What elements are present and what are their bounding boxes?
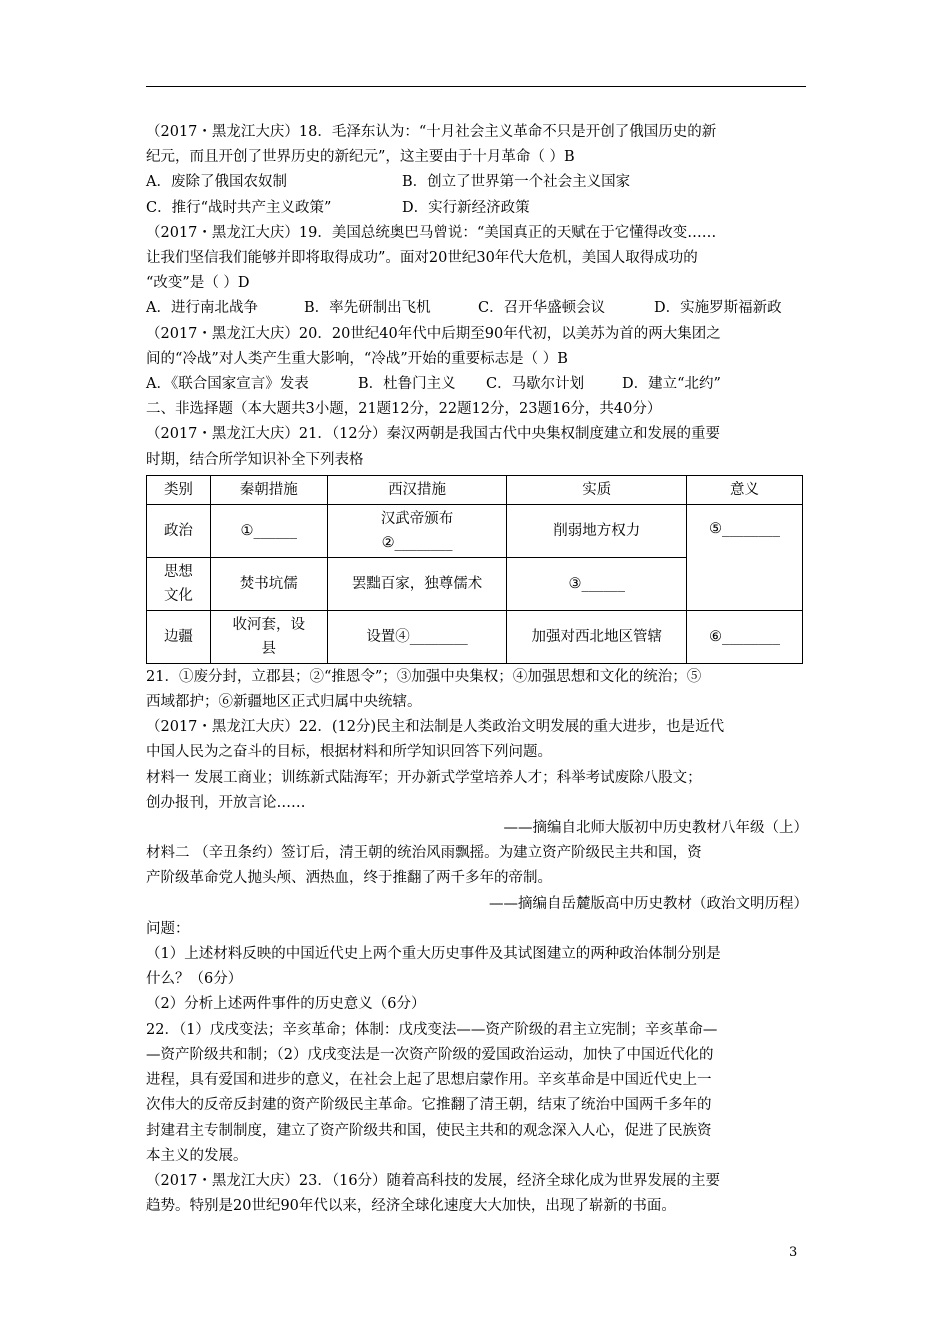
page-number: 3 bbox=[789, 1245, 798, 1260]
q19-option-c: C．召开华盛顿会议 bbox=[478, 300, 606, 317]
q18-options-cd bbox=[146, 196, 808, 221]
q18-option-d: D．实行新经济政策 bbox=[402, 199, 530, 216]
material-2-line-1: 材料二 （辛丑条约）签订后，清王朝的统治风雨飘摇。为建立资产阶级民主共和国，资 bbox=[146, 845, 702, 862]
cell-essence: ③______ bbox=[507, 557, 687, 610]
sub-question-1-line-2: 什么？（6分） bbox=[146, 971, 243, 988]
q22-answer-line-5: 封建君主专制制度，建立了资产阶级共和国，使民主共和的观念深入人心，促进了民族资 bbox=[146, 1122, 712, 1139]
q18-option-c: C．推行“战时共产主义政策” bbox=[146, 199, 332, 216]
table-row bbox=[147, 504, 803, 557]
section-heading: 二、非选择题（本大题共3小题，21题12分，22题12分，23题16分，共40分） bbox=[146, 401, 662, 418]
cell-category: 边疆 bbox=[147, 610, 211, 663]
question-23 bbox=[146, 1169, 808, 1219]
q22-line-1: （2017・黑龙江大庆）22．(12分)民主和法制是人类政治文明发展的重大进步，也是近代 bbox=[146, 719, 725, 736]
material-1-source: ——摘编自北师大版初中历史教材八年级（上） bbox=[503, 820, 808, 837]
q20-option-b: B．杜鲁门主义 bbox=[358, 376, 456, 393]
header-significance: 意义 bbox=[687, 475, 803, 504]
cell-category-line-1: 思想 bbox=[163, 563, 193, 580]
cell-qin-line-1: 收河套，设 bbox=[232, 616, 306, 633]
question-label: 问题： bbox=[146, 920, 190, 937]
cell-han-line-1: 汉武帝颁布 bbox=[380, 510, 454, 527]
q22-answer-line-4: 次伟大的反帝反封建的资产阶级民主革命。它推翻了清王朝，结束了统治中国两千多年的 bbox=[146, 1097, 712, 1114]
sub-question-2: （2）分析上述两件事件的历史意义（6分） bbox=[146, 996, 426, 1013]
question-18 bbox=[146, 120, 808, 221]
q23-line-1: （2017・黑龙江大庆）23．（16分）随着高科技的发展，经济全球化成为世界发展的主要 bbox=[146, 1172, 721, 1189]
cell-han: 罢黜百家，独尊儒术 bbox=[327, 557, 507, 610]
cell-category bbox=[147, 557, 211, 610]
q18-option-a: A．废除了俄国农奴制 bbox=[146, 174, 287, 191]
q20-options bbox=[146, 372, 808, 397]
question-21 bbox=[146, 422, 808, 715]
q19-line-2: 让我们坚信我们能够并即将取得成功”。面对20世纪30年代大危机，美国人取得成功的 bbox=[146, 250, 698, 267]
qin-han-table bbox=[146, 475, 803, 664]
material-2-source: ——摘编自岳麓版高中历史教材（政治文明历程） bbox=[489, 895, 808, 912]
q20-option-c: C．马歇尔计划 bbox=[486, 376, 585, 393]
table-header-row bbox=[147, 475, 803, 504]
q22-answer-line-1: 22．（1）戊戌变法；辛亥革命；体制：戊戌变法——资产阶级的君主立宪制；辛亥革命— bbox=[146, 1021, 718, 1038]
question-19 bbox=[146, 221, 808, 322]
header-qin: 秦朝措施 bbox=[210, 475, 327, 504]
cell-han: 设置④________ bbox=[327, 610, 507, 663]
q18-options-ab bbox=[146, 170, 808, 195]
q19-option-a: A．进行南北战争 bbox=[146, 300, 258, 317]
q22-answer-line-6: 本主义的发展。 bbox=[146, 1147, 248, 1164]
q21-line-1: （2017・黑龙江大庆）21．（12分）秦汉两朝是我国古代中央集权制度建立和发展的重要 bbox=[146, 426, 721, 443]
header-essence: 实质 bbox=[507, 475, 687, 504]
q20-line-2: 间的“冷战”对人类产生重大影响，“冷战”开始的重要标志是（ ）B bbox=[146, 350, 568, 367]
sub-question-1-line-1: （1）上述材料反映的中国近代史上两个重大历史事件及其试图建立的两种政治体制分别是 bbox=[146, 946, 721, 963]
q19-line-1: （2017・黑龙江大庆）19．美国总统奥巴马曾说：“美国真正的天赋在于它懂得改变…… bbox=[146, 224, 717, 241]
question-20 bbox=[146, 322, 808, 398]
cell-han-line-2: ②________ bbox=[381, 534, 453, 551]
cell-category: 政治 bbox=[147, 504, 211, 557]
q21-line-2: 时期，结合所学知识补全下列表格 bbox=[146, 451, 364, 468]
q22-answer-line-3: 进程，具有爱国和进步的意义，在社会上起了思想启蒙作用。辛亥革命是中国近代史上一 bbox=[146, 1072, 712, 1089]
cell-essence: 削弱地方权力 bbox=[507, 504, 687, 557]
cell-qin: ①______ bbox=[210, 504, 327, 557]
question-22 bbox=[146, 715, 808, 1169]
q19-option-d: D．实施罗斯福新政 bbox=[654, 300, 782, 317]
q21-answer-line-2: 西域都护；⑥新疆地区正式归属中央统辖。 bbox=[146, 694, 422, 711]
cell-significance: ⑤________ bbox=[687, 504, 803, 610]
header-rule bbox=[146, 86, 806, 87]
q20-option-d: D．建立“北约” bbox=[622, 376, 721, 393]
cell-category-line-2: 文化 bbox=[163, 587, 193, 604]
q21-answer-line-1: 21．①废分封，立郡县；②“推恩令”；③加强中央集权；④加强思想和文化的统治；⑤ bbox=[146, 668, 702, 685]
cell-essence: 加强对西北地区管辖 bbox=[507, 610, 687, 663]
q20-option-a: A．《联合国家宣言》发表 bbox=[146, 376, 309, 393]
q22-line-2: 中国人民为之奋斗的目标，根据材料和所学知识回答下列问题。 bbox=[146, 744, 552, 761]
q19-options bbox=[146, 296, 808, 321]
table-row bbox=[147, 610, 803, 663]
q19-option-b: B．率先研制出飞机 bbox=[304, 300, 431, 317]
cell-qin bbox=[210, 610, 327, 663]
q19-line-3: “改变”是（ ）D bbox=[146, 275, 250, 292]
q22-answer-line-2: —资产阶级共和制；（2）戊戌变法是一次资产阶级的爱国政治运动，加快了中国近代化的 bbox=[146, 1046, 714, 1063]
cell-han bbox=[327, 504, 507, 557]
q23-line-2: 趋势。特别是20世纪90年代以来，经济全球化速度大大加快，出现了崭新的书面。 bbox=[146, 1198, 676, 1215]
header-category: 类别 bbox=[147, 475, 211, 504]
header-han: 西汉措施 bbox=[327, 475, 507, 504]
material-1-line-2: 创办报刊，开放言论…… bbox=[146, 794, 306, 811]
q18-line-2: 纪元，而且开创了世界历史的新纪元”，这主要由于十月革命（ ）B bbox=[146, 149, 575, 166]
q18-line-1: （2017・黑龙江大庆）18．毛泽东认为：“十月社会主义革命不只是开创了俄国历史的新 bbox=[146, 124, 717, 140]
document-body bbox=[146, 120, 808, 1219]
q18-option-b: B．创立了世界第一个社会主义国家 bbox=[402, 174, 631, 191]
q20-line-1: （2017・黑龙江大庆）20．20世纪40年代中后期至90年代初，以美苏为首的两大集团之 bbox=[146, 325, 721, 342]
material-2-line-2: 产阶级革命党人抛头颅、洒热血，终于推翻了两千多年的帝制。 bbox=[146, 870, 552, 887]
cell-qin: 焚书坑儒 bbox=[210, 557, 327, 610]
cell-qin-line-2: 县 bbox=[261, 640, 277, 657]
material-1-line-1: 材料一 发展工商业；训练新式陆海军；开办新式学堂培养人才；科举考试废除八股文； bbox=[146, 769, 702, 786]
cell-significance: ⑥________ bbox=[687, 610, 803, 663]
